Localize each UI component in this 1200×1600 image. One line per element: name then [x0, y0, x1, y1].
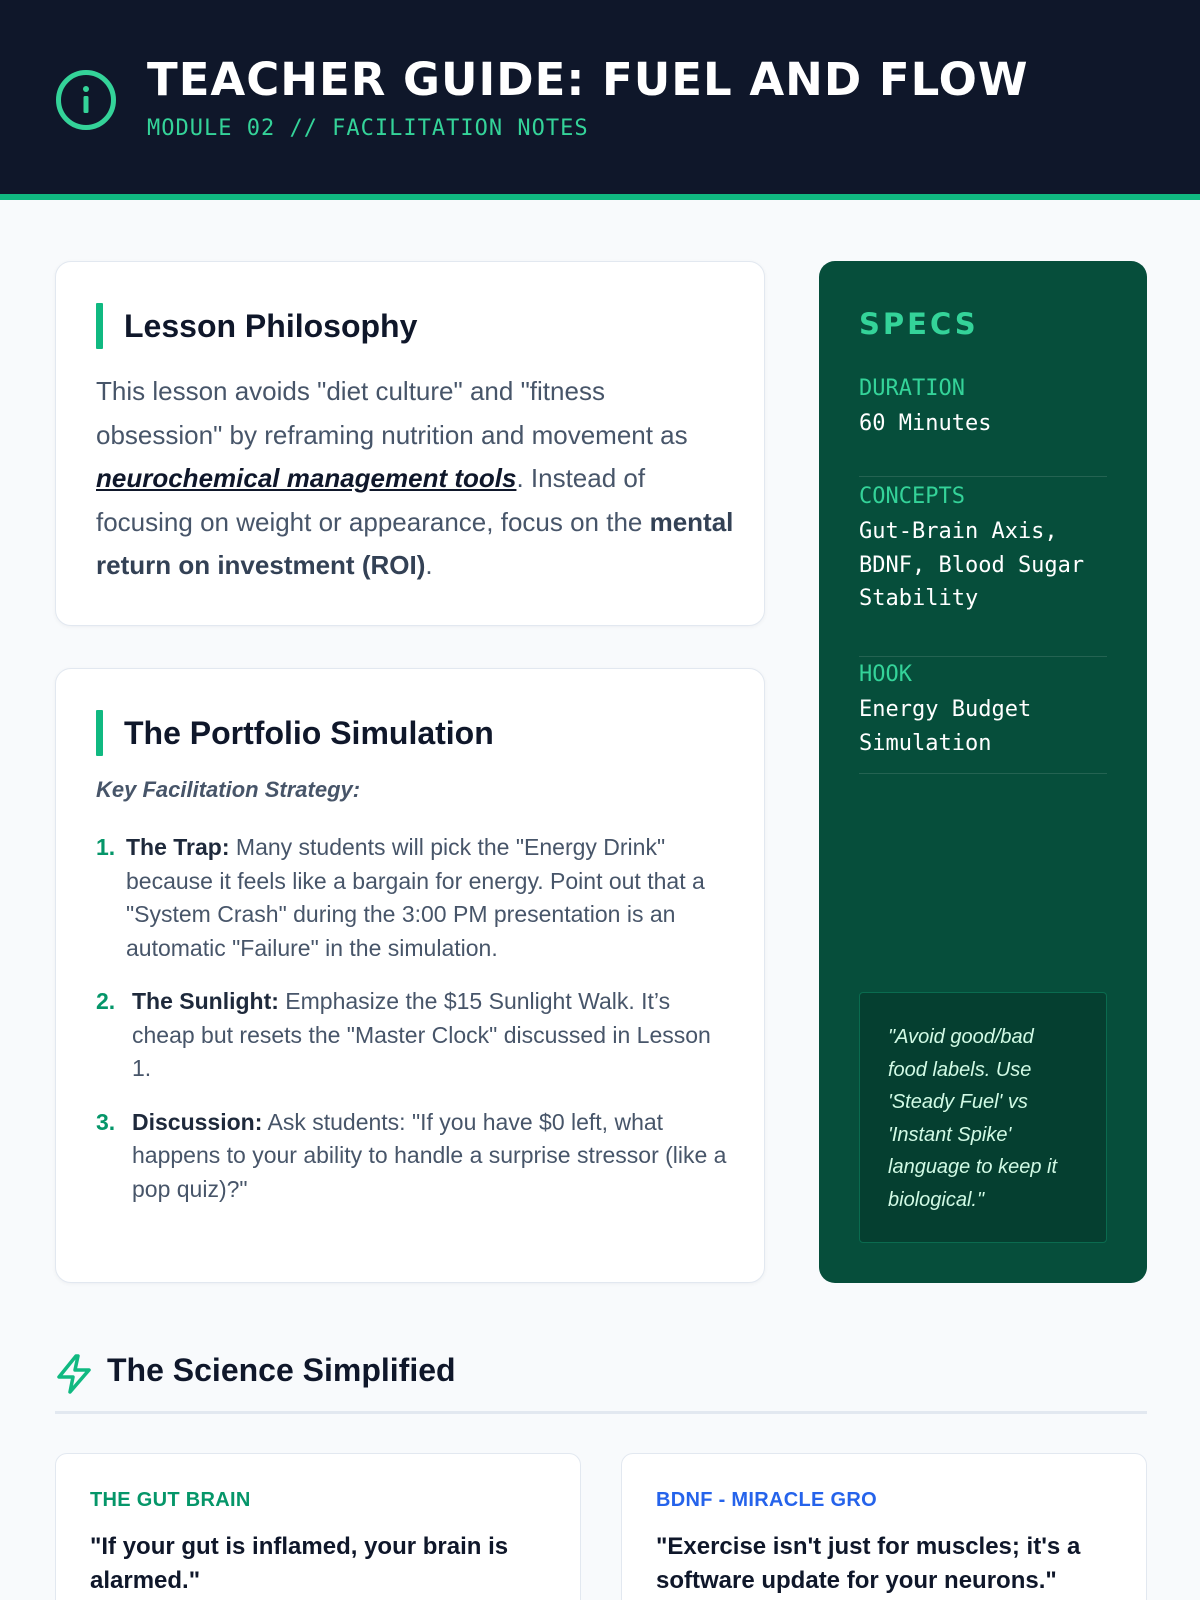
spec-label: DURATION — [859, 376, 965, 401]
philosophy-strong: mental return on investment (ROI) — [96, 506, 734, 580]
specs-title: SPECS — [859, 307, 979, 341]
portfolio-simulation-card — [55, 668, 765, 1283]
step-number: 3. — [96, 1108, 116, 1135]
science-card-quote: "If your gut is inflamed, your brain is alarmed." — [90, 1533, 509, 1594]
science-card-gut-brain — [55, 1453, 581, 1600]
spec-concepts — [859, 483, 1107, 657]
philosophy-text-part: . Instead of focusing on weight or appearance, focus on the — [96, 463, 650, 537]
spec-label: HOOK — [859, 662, 912, 687]
page-subtitle: MODULE 02 // FACILITATION NOTES — [147, 116, 589, 141]
step-body — [132, 1106, 736, 1207]
philosophy-text-part: . — [425, 550, 433, 580]
science-card-label: BDNF - MIRACLE GRO — [656, 1489, 877, 1511]
spec-value: Energy Budget Simulation — [859, 697, 1032, 756]
specs-quote: "Avoid good/bad food labels. Use 'Steady Fuel' vs 'Instant Spike' language to keep it biological." — [888, 1026, 1058, 1211]
strategy-step — [96, 985, 736, 1086]
philosophy-emphasis: neurochemical management tools — [96, 463, 517, 493]
science-card-quote: "Exercise isn't just for muscles; it's a software update for your neurons." — [656, 1533, 1081, 1594]
strategy-step — [96, 831, 736, 965]
lesson-philosophy-text — [96, 370, 736, 588]
spec-value: Gut-Brain Axis, BDNF, Blood Sugar Stability — [859, 519, 1085, 611]
lesson-philosophy-card — [55, 261, 765, 626]
spec-value: 60 Minutes — [859, 411, 992, 436]
step-number: 1. — [96, 834, 116, 860]
lesson-philosophy-title: Lesson Philosophy — [96, 302, 417, 350]
step-body — [132, 985, 736, 1086]
science-card-bdnf — [621, 1453, 1147, 1600]
strategy-step — [96, 1106, 736, 1207]
step-lead: The Trap: — [126, 834, 230, 860]
step-lead: Discussion: — [132, 1108, 263, 1135]
step-lead: The Sunlight: — [132, 988, 279, 1014]
section-divider — [55, 1411, 1147, 1414]
page-title: TEACHER GUIDE: FUEL AND FLOW — [147, 53, 1029, 106]
strategy-label: Key Facilitation Strategy: — [96, 777, 361, 802]
specs-quote-box — [859, 992, 1107, 1243]
step-number: 2. — [96, 988, 116, 1014]
spec-duration — [859, 375, 1107, 477]
philosophy-text-part: This lesson avoids "diet culture" and "fitness obsession" by reframing nutrition and movement as — [96, 376, 688, 450]
step-text: Many students will pick the "Energy Drink" because it feels like a bargain for energy. Point out that a "System Crash" during the 3:00 PM presentation is an automatic "Failure" in the simulation. — [126, 834, 705, 961]
spec-label: CONCEPTS — [859, 484, 965, 509]
portfolio-simulation-title: The Portfolio Simulation — [96, 709, 494, 757]
step-text: Emphasize the $15 Sunlight Walk. It’s cheap but resets the "Master Clock" discussed in Lesson 1. — [132, 988, 711, 1081]
science-card-label: THE GUT BRAIN — [90, 1489, 251, 1511]
step-body — [126, 831, 736, 965]
science-section-title: The Science Simplified — [107, 1352, 456, 1388]
spec-hook — [859, 661, 1107, 774]
info-circle-icon — [55, 69, 117, 131]
lightning-bolt-icon — [55, 1353, 93, 1395]
specs-panel — [819, 261, 1147, 1283]
page-header — [0, 0, 1200, 200]
strategy-list — [96, 831, 736, 1226]
step-text: Ask students: "If you have $0 left, what happens to your ability to handle a surprise stressor (like a pop quiz)?" — [132, 1108, 727, 1202]
